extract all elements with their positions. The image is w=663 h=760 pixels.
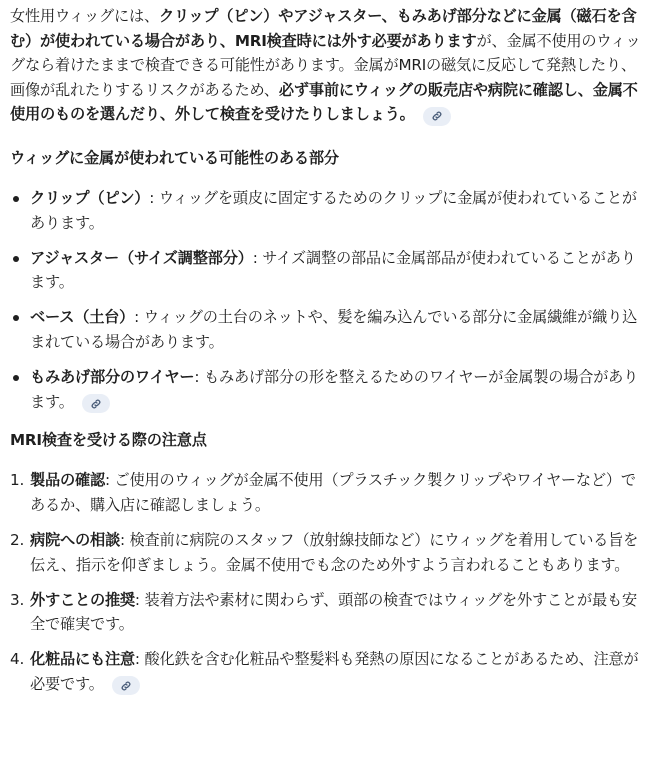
item-term: アジャスター（サイズ調整部分） bbox=[30, 248, 253, 267]
section-heading-mri-notes: MRI検査を受ける際の注意点 bbox=[10, 431, 207, 450]
item-term: 化粧品にも注意 bbox=[30, 650, 135, 669]
intro-paragraph bbox=[10, 4, 649, 127]
intro-bold-1: クリップ（ピン）やアジャスター、もみあげ部分などに金属（磁石を含む）が使われている場合があり、MRI検査時には外す必要があります bbox=[10, 7, 637, 50]
list-item: 4. 化粧品にも注意: 酸化鉄を含む化粧品や整髪料も発熱の原因になることがあるため、注意が必要です。 bbox=[10, 647, 649, 696]
source-link-chip[interactable] bbox=[423, 107, 451, 126]
list-item: もみあげ部分のワイヤー: もみあげ部分の形を整えるためのワイヤーが金属製の場合があります。 bbox=[10, 365, 649, 414]
item-term: もみあげ部分のワイヤー bbox=[30, 368, 195, 387]
item-desc: 酸化鉄を含む化粧品や整髪料も発熱の原因になることがあるため、注意が必要です。 bbox=[30, 650, 639, 693]
item-term: ベース（土台） bbox=[30, 308, 135, 327]
bullet bbox=[13, 196, 19, 202]
list-item: ベース（土台）: ウィッグの土台のネットや、髪を編み込んでいる部分に金属繊維が織り込まれている場合があります。 bbox=[10, 305, 649, 354]
list-item: 1. 製品の確認: ご使用のウィッグが金属不使用（プラスチック製クリップやワイヤーなど）であるか、購入店に確認しましょう。 bbox=[10, 468, 649, 517]
link-icon bbox=[90, 398, 102, 410]
bullet bbox=[13, 256, 19, 262]
item-number: 2. bbox=[10, 530, 25, 549]
list-item: 3. 外すことの推奨: 装着方法や素材に関わらず、頭部の検査ではウィッグを外すことが最も安全で確実です。 bbox=[10, 588, 649, 637]
list-item: アジャスター（サイズ調整部分）: サイズ調整の部品に金属部品が使われていることがあります。 bbox=[10, 246, 649, 295]
item-desc: 検査前に病院のスタッフ（放射線技師など）にウィッグを着用している旨を伝え、指示を仰ぎましょう。金属不使用でも念のため外すよう言われることもあります。 bbox=[30, 530, 639, 574]
bullet bbox=[13, 375, 19, 381]
intro-bold-2: 必ず事前にウィッグの販売店や病院に確認し、金属不使用のものを選んだり、外して検査を受けたりしましょう。 bbox=[10, 80, 638, 124]
item-term: 外すことの推奨 bbox=[30, 590, 135, 609]
section-heading-metal-parts: ウィッグに金属が使われている可能性のある部分 bbox=[10, 148, 339, 167]
list-item: クリップ（ピン）: ウィッグを頭皮に固定するためのクリップに金属が使われていることがあります。 bbox=[10, 186, 649, 235]
item-number: 1. bbox=[10, 471, 25, 490]
item-number: 4. bbox=[10, 650, 25, 669]
intro-text-2: が、金属不使用のウィッグなら着けたままで検査できる可能性があります。金属がMRIの磁気に反応して発熱したり、画像が乱れたりするリスクがあるため、 bbox=[10, 31, 641, 99]
metal-parts-list bbox=[10, 186, 649, 414]
item-term: 製品の確認 bbox=[30, 471, 105, 490]
item-desc: ウィッグの土台のネットや、髪を編み込んでいる部分に金属繊維が織り込まれている場合があります。 bbox=[30, 308, 638, 351]
item-term: 病院への相談 bbox=[30, 530, 120, 549]
intro-text-1: 女性用ウィッグには、 bbox=[10, 7, 159, 25]
link-icon bbox=[431, 110, 443, 122]
link-icon bbox=[120, 680, 132, 692]
source-link-chip[interactable] bbox=[112, 676, 140, 695]
mri-notes-list bbox=[10, 468, 649, 696]
item-desc: 装着方法や素材に関わらず、頭部の検査ではウィッグを外すことが最も安全で確実です。 bbox=[30, 590, 637, 634]
item-desc: ご使用のウィッグが金属不使用（プラスチック製クリップやワイヤーなど）であるか、購入店に確認しましょう。 bbox=[30, 471, 636, 514]
item-number: 3. bbox=[10, 590, 25, 609]
item-desc: ウィッグを頭皮に固定するためのクリップに金属が使われていることがあります。 bbox=[30, 188, 637, 232]
list-item: 2. 病院への相談: 検査前に病院のスタッフ（放射線技師など）にウィッグを着用している旨を伝え、指示を仰ぎましょう。金属不使用でも念のため外すよう言われることもあります。 bbox=[10, 528, 649, 577]
item-desc: もみあげ部分の形を整えるためのワイヤーが金属製の場合があります。 bbox=[30, 368, 639, 411]
bullet bbox=[13, 315, 19, 321]
item-desc: サイズ調整の部品に金属部品が使われていることがあります。 bbox=[30, 248, 636, 292]
item-term: クリップ（ピン） bbox=[30, 188, 150, 207]
source-link-chip[interactable] bbox=[82, 394, 110, 413]
